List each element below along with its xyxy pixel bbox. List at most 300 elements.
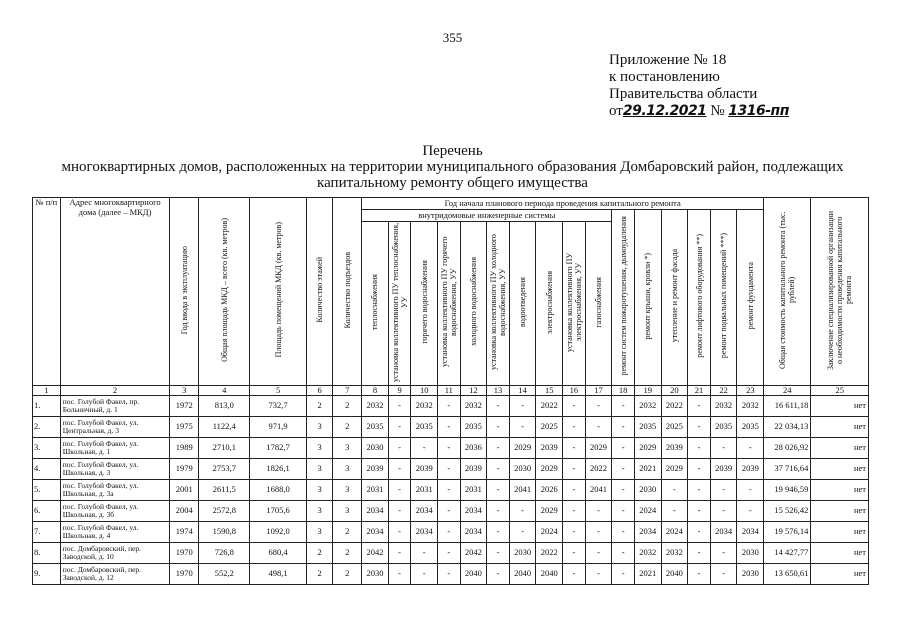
table-cell: 2572,8: [199, 501, 250, 522]
table-cell: -: [487, 459, 510, 480]
table-cell: -: [585, 396, 612, 417]
table-cell: 3: [306, 459, 333, 480]
table-cell: 2040: [460, 564, 487, 585]
table-cell: 2034: [460, 522, 487, 543]
table-cell: 2022: [536, 543, 563, 564]
table-cell: 1974: [170, 522, 199, 543]
table-row: [33, 564, 869, 585]
table-cell: -: [737, 501, 764, 522]
header-col-17: газоснабжения: [585, 222, 612, 386]
table-cell: 2030: [362, 564, 389, 585]
table-cell: -: [438, 564, 461, 585]
table-cell: -: [487, 501, 510, 522]
table-cell: -: [388, 501, 411, 522]
table-cell: 813,0: [199, 396, 250, 417]
table-cell: 1826,1: [250, 459, 306, 480]
table-cell: -: [563, 459, 586, 480]
table-cell: -: [563, 438, 586, 459]
table-cell: 2032: [737, 396, 764, 417]
table-cell: -: [487, 543, 510, 564]
table-cell: -: [388, 396, 411, 417]
table-cell: 4.: [33, 459, 61, 480]
table-cell: -: [487, 564, 510, 585]
table-cell: -: [509, 501, 536, 522]
header-premises-area: Площадь помещений МКД (кв. метров): [250, 198, 306, 386]
table-cell: 2: [333, 396, 362, 417]
table-cell: пос. Домбаровский, пер. Заводской, д. 12: [60, 564, 170, 585]
table-cell: 2029: [585, 438, 612, 459]
header-col-20: утепление и ремонт фасада: [661, 210, 688, 386]
table-cell: -: [411, 543, 438, 564]
table-cell: -: [563, 522, 586, 543]
table-cell: 1688,0: [250, 480, 306, 501]
table-cell: -: [612, 501, 635, 522]
column-number: 20: [661, 385, 688, 396]
table-cell: -: [688, 522, 711, 543]
header-col-13: установка коллективного ПУ холодного водоснабжения, УУ: [487, 222, 510, 386]
table-cell: -: [438, 543, 461, 564]
column-number: 16: [563, 385, 586, 396]
column-number: 14: [509, 385, 536, 396]
table-cell: 37 716,64: [764, 459, 811, 480]
table-cell: 2022: [661, 396, 688, 417]
table-cell: 2039: [661, 438, 688, 459]
column-number: 19: [634, 385, 661, 396]
column-number: 7: [333, 385, 362, 396]
appendix-block: [609, 52, 789, 120]
table-row: [33, 501, 869, 522]
table-cell: 2024: [536, 522, 563, 543]
table-cell: 2032: [710, 396, 737, 417]
table-cell: -: [661, 480, 688, 501]
table-cell: -: [563, 564, 586, 585]
header-year: Год ввода в эксплуатацию: [170, 198, 199, 386]
table-cell: -: [688, 396, 711, 417]
header-conclusion: Заключение специализированной организации о необходимости проведения капитального ремонта: [811, 198, 869, 386]
table-cell: 2034: [411, 522, 438, 543]
table-row: [33, 438, 869, 459]
table-cell: -: [612, 459, 635, 480]
table-cell: -: [563, 480, 586, 501]
table-cell: 3: [306, 480, 333, 501]
table-row: [33, 417, 869, 438]
appendix-date-line: [609, 103, 789, 120]
header-col-11: установка коллективного ПУ горячего водоснабжения, УУ: [438, 222, 461, 386]
table-cell: 2039: [536, 438, 563, 459]
header-period: Год начала планового периода проведения капитального ремонта: [362, 198, 764, 210]
table-cell: нет: [811, 438, 869, 459]
table-cell: 19 946,59: [764, 480, 811, 501]
column-number: 2: [60, 385, 170, 396]
column-number: 24: [764, 385, 811, 396]
table-cell: -: [612, 396, 635, 417]
title-line-3: капитальному ремонту общего имущества: [317, 175, 588, 191]
table-cell: 2022: [585, 459, 612, 480]
table-cell: 2031: [362, 480, 389, 501]
table-cell: 2035: [634, 417, 661, 438]
column-number: 25: [811, 385, 869, 396]
header-total-area: Общая площадь МКД – всего (кв. метров): [199, 198, 250, 386]
table-cell: -: [509, 522, 536, 543]
title-line-1: Перечень: [422, 143, 483, 159]
table-cell: 1122,4: [199, 417, 250, 438]
table-cell: 680,4: [250, 543, 306, 564]
table-cell: 2040: [536, 564, 563, 585]
title-line-2: многоквартирных домов, расположенных на территории муниципального образования Домбаровский район, подлежащих: [61, 159, 844, 175]
column-number: 17: [585, 385, 612, 396]
table-cell: 2.: [33, 417, 61, 438]
column-number: 15: [536, 385, 563, 396]
table-cell: 6.: [33, 501, 61, 522]
header-engineering: внутридомовые инженерные системы: [362, 210, 612, 222]
table-cell: 2001: [170, 480, 199, 501]
table-cell: -: [737, 480, 764, 501]
table-cell: -: [710, 501, 737, 522]
column-number: 12: [460, 385, 487, 396]
table-cell: 2030: [509, 459, 536, 480]
header-col-14: водоотведения: [509, 222, 536, 386]
column-number-row: [33, 385, 869, 396]
table-cell: 2030: [737, 543, 764, 564]
table-cell: 2: [333, 564, 362, 585]
buildings-table: [32, 197, 869, 585]
table-cell: 2034: [460, 501, 487, 522]
table-cell: пос. Голубой Факел, ул. Школьная, д. 3а: [60, 480, 170, 501]
table-cell: -: [688, 543, 711, 564]
table-cell: 2039: [362, 459, 389, 480]
header-col-22: ремонт подвальных помещений ***): [710, 210, 737, 386]
table-cell: 2034: [710, 522, 737, 543]
table-cell: пос. Голубой Факел, ул. Школьная, д. 3б: [60, 501, 170, 522]
table-cell: -: [487, 396, 510, 417]
table-cell: 3: [333, 459, 362, 480]
table-cell: 2021: [634, 564, 661, 585]
table-cell: 2029: [634, 438, 661, 459]
table-cell: 2611,5: [199, 480, 250, 501]
table-cell: пос. Голубой Факел, пр. Больничный, д. 1: [60, 396, 170, 417]
table-cell: -: [585, 564, 612, 585]
header-col-8: теплоснабжения: [362, 222, 389, 386]
table-cell: -: [688, 480, 711, 501]
table-row: [33, 459, 869, 480]
table-cell: 2030: [362, 438, 389, 459]
table-cell: -: [737, 438, 764, 459]
table-cell: -: [612, 543, 635, 564]
column-number: 9: [388, 385, 411, 396]
table-cell: 552,2: [199, 564, 250, 585]
table-cell: 8.: [33, 543, 61, 564]
table-cell: 2032: [411, 396, 438, 417]
table-cell: 3: [306, 501, 333, 522]
appendix-line-1: Приложение № 18: [609, 52, 727, 68]
table-cell: 1092,0: [250, 522, 306, 543]
table-cell: -: [710, 480, 737, 501]
table-cell: 726,8: [199, 543, 250, 564]
table-cell: 2031: [411, 480, 438, 501]
table-cell: -: [585, 501, 612, 522]
table-cell: нет: [811, 501, 869, 522]
table-cell: -: [388, 564, 411, 585]
table-cell: 14 427,77: [764, 543, 811, 564]
header-entrances: Количество подъездов: [333, 198, 362, 386]
table-cell: -: [688, 417, 711, 438]
table-cell: -: [661, 501, 688, 522]
table-cell: 3: [306, 417, 333, 438]
table-cell: 2710,1: [199, 438, 250, 459]
table-cell: 2039: [411, 459, 438, 480]
table-cell: 1590,8: [199, 522, 250, 543]
handwritten-date: 29.12.2021: [622, 103, 707, 119]
table-cell: -: [388, 459, 411, 480]
table-cell: 2022: [536, 396, 563, 417]
table-cell: -: [509, 417, 536, 438]
table-cell: 2029: [509, 438, 536, 459]
table-cell: -: [509, 396, 536, 417]
table-cell: -: [585, 417, 612, 438]
table-cell: 2: [333, 543, 362, 564]
column-number: 5: [250, 385, 306, 396]
table-cell: 2025: [536, 417, 563, 438]
table-cell: -: [688, 501, 711, 522]
table-cell: 13 650,61: [764, 564, 811, 585]
table-cell: -: [388, 480, 411, 501]
table-cell: -: [388, 522, 411, 543]
table-cell: 2035: [710, 417, 737, 438]
table-cell: 2024: [634, 501, 661, 522]
table-cell: 2032: [362, 396, 389, 417]
column-number: 6: [306, 385, 333, 396]
table-cell: 2042: [362, 543, 389, 564]
table-cell: 2035: [737, 417, 764, 438]
table-cell: 3: [306, 522, 333, 543]
table-cell: пос. Голубой Факел, ул. Школьная, д. 3: [60, 459, 170, 480]
table-cell: 2: [306, 396, 333, 417]
table-cell: 1979: [170, 459, 199, 480]
table-cell: -: [612, 438, 635, 459]
header-col-12: холодного водоснабжения: [460, 222, 487, 386]
table-cell: 7.: [33, 522, 61, 543]
table-cell: -: [438, 480, 461, 501]
table-cell: 2039: [710, 459, 737, 480]
table-cell: нет: [811, 543, 869, 564]
table-cell: 2: [306, 564, 333, 585]
table-cell: 2030: [509, 543, 536, 564]
table-cell: 2034: [362, 501, 389, 522]
table-cell: 16 611,18: [764, 396, 811, 417]
table-cell: -: [585, 543, 612, 564]
table-cell: -: [688, 564, 711, 585]
table-cell: -: [585, 522, 612, 543]
table-cell: -: [612, 480, 635, 501]
table-cell: -: [563, 396, 586, 417]
table-cell: 2021: [634, 459, 661, 480]
table-cell: пос. Голубой Факел, ул. Школьная, д. 1: [60, 438, 170, 459]
table-cell: -: [411, 438, 438, 459]
table-cell: 1970: [170, 543, 199, 564]
header-col-19: ремонт крыши, кровли *): [634, 210, 661, 386]
table-cell: 2029: [536, 459, 563, 480]
table-cell: нет: [811, 396, 869, 417]
column-number: 13: [487, 385, 510, 396]
table-cell: -: [438, 396, 461, 417]
header-col-10: горячего водоснабжения: [411, 222, 438, 386]
header-col-21: ремонт лифтового оборудования **): [688, 210, 711, 386]
table-cell: -: [388, 438, 411, 459]
table-cell: 2032: [634, 396, 661, 417]
table-cell: -: [487, 522, 510, 543]
table-cell: 2034: [362, 522, 389, 543]
document-title: [0, 143, 905, 191]
table-cell: нет: [811, 459, 869, 480]
column-number: 22: [710, 385, 737, 396]
table-cell: 2032: [460, 396, 487, 417]
column-number: 8: [362, 385, 389, 396]
column-number: 18: [612, 385, 635, 396]
table-cell: 2039: [460, 459, 487, 480]
header-col-18: ремонт систем пожаротушения, дымоудаления: [612, 210, 635, 386]
header-address: Адрес многоквартирного дома (далее – МКД): [60, 198, 170, 386]
table-cell: -: [710, 543, 737, 564]
table-cell: -: [411, 564, 438, 585]
column-number: 11: [438, 385, 461, 396]
table-cell: 2: [333, 417, 362, 438]
table-cell: 3: [306, 438, 333, 459]
handwritten-number: 1316-пп: [728, 103, 789, 119]
table-cell: 2: [333, 522, 362, 543]
table-cell: 1.: [33, 396, 61, 417]
table-cell: 2024: [661, 522, 688, 543]
table-cell: -: [612, 564, 635, 585]
table-cell: нет: [811, 480, 869, 501]
table-cell: -: [563, 501, 586, 522]
table-cell: -: [438, 417, 461, 438]
table-cell: 2025: [661, 417, 688, 438]
header-col-23: ремонт фундамента: [737, 210, 764, 386]
table-cell: 2753,7: [199, 459, 250, 480]
table-row: [33, 396, 869, 417]
table-cell: -: [612, 522, 635, 543]
table-cell: 2031: [460, 480, 487, 501]
column-number: 23: [737, 385, 764, 396]
table-cell: 19 576,14: [764, 522, 811, 543]
table-cell: 5.: [33, 480, 61, 501]
table-cell: -: [563, 543, 586, 564]
table-cell: 3: [333, 501, 362, 522]
table-cell: 2039: [737, 459, 764, 480]
table-cell: -: [438, 501, 461, 522]
table-cell: 2034: [634, 522, 661, 543]
table-cell: 3: [333, 438, 362, 459]
column-number: 4: [199, 385, 250, 396]
table-cell: 1989: [170, 438, 199, 459]
table-cell: 2034: [411, 501, 438, 522]
table-cell: 2004: [170, 501, 199, 522]
header-num: № п/п: [33, 198, 61, 386]
table-cell: -: [388, 417, 411, 438]
table-cell: 3.: [33, 438, 61, 459]
column-number: 1: [33, 385, 61, 396]
table-cell: 2032: [661, 543, 688, 564]
date-prefix: от: [609, 103, 623, 119]
header-cost: Общая стоимость капитального ремонта (тыс. рублей): [764, 198, 811, 386]
number-prefix: №: [710, 103, 725, 119]
table-cell: нет: [811, 417, 869, 438]
table-cell: 2041: [585, 480, 612, 501]
table-cell: 1975: [170, 417, 199, 438]
table-cell: -: [388, 543, 411, 564]
table-cell: 1782,7: [250, 438, 306, 459]
table-cell: 2042: [460, 543, 487, 564]
table-cell: -: [688, 438, 711, 459]
table-cell: 15 526,42: [764, 501, 811, 522]
page-number: 355: [442, 30, 463, 45]
table-cell: 2035: [460, 417, 487, 438]
table-cell: 498,1: [250, 564, 306, 585]
header-col-15: электроснабжения: [536, 222, 563, 386]
table-cell: 2036: [460, 438, 487, 459]
header-floors: Количество этажей: [306, 198, 333, 386]
table-row: [33, 543, 869, 564]
table-cell: -: [710, 438, 737, 459]
table-cell: -: [438, 438, 461, 459]
appendix-line-3: Правительства области: [609, 86, 758, 102]
table-cell: 28 026,92: [764, 438, 811, 459]
table-cell: 3: [333, 480, 362, 501]
table-cell: 2029: [661, 459, 688, 480]
table-cell: -: [438, 522, 461, 543]
table-cell: -: [612, 417, 635, 438]
table-row: [33, 522, 869, 543]
column-number: 3: [170, 385, 199, 396]
table-cell: 2035: [411, 417, 438, 438]
table-cell: 22 034,13: [764, 417, 811, 438]
table-cell: 2034: [737, 522, 764, 543]
table-cell: -: [688, 459, 711, 480]
table-cell: 971,9: [250, 417, 306, 438]
table-cell: 2030: [737, 564, 764, 585]
table-cell: 1970: [170, 564, 199, 585]
table-cell: -: [487, 417, 510, 438]
table-cell: 2029: [536, 501, 563, 522]
header-col-16: установка коллективного ПУ электроснабжения, УУ: [563, 222, 586, 386]
table-cell: 2040: [661, 564, 688, 585]
table-cell: -: [438, 459, 461, 480]
table-cell: -: [563, 417, 586, 438]
table-cell: пос. Голубой Факел, ул. Школьная, д. 4: [60, 522, 170, 543]
table-cell: 1705,6: [250, 501, 306, 522]
table-cell: нет: [811, 522, 869, 543]
table-cell: -: [487, 480, 510, 501]
table-cell: -: [487, 438, 510, 459]
table-cell: 9.: [33, 564, 61, 585]
table-cell: нет: [811, 564, 869, 585]
table-cell: 2041: [509, 480, 536, 501]
table-cell: 1972: [170, 396, 199, 417]
appendix-line-2: к постановлению: [609, 69, 720, 85]
header-col-9: установка коллективного ПУ теплоснабжения, УУ: [388, 222, 411, 386]
table-cell: 2040: [509, 564, 536, 585]
table-cell: 2032: [634, 543, 661, 564]
column-number: 21: [688, 385, 711, 396]
table-cell: 732,7: [250, 396, 306, 417]
table-cell: -: [710, 564, 737, 585]
table-row: [33, 480, 869, 501]
table-cell: 2: [306, 543, 333, 564]
table-cell: пос. Домбаровский, пер. Заводской, д. 10: [60, 543, 170, 564]
table-cell: 2026: [536, 480, 563, 501]
table-cell: 2030: [634, 480, 661, 501]
table-cell: 2035: [362, 417, 389, 438]
